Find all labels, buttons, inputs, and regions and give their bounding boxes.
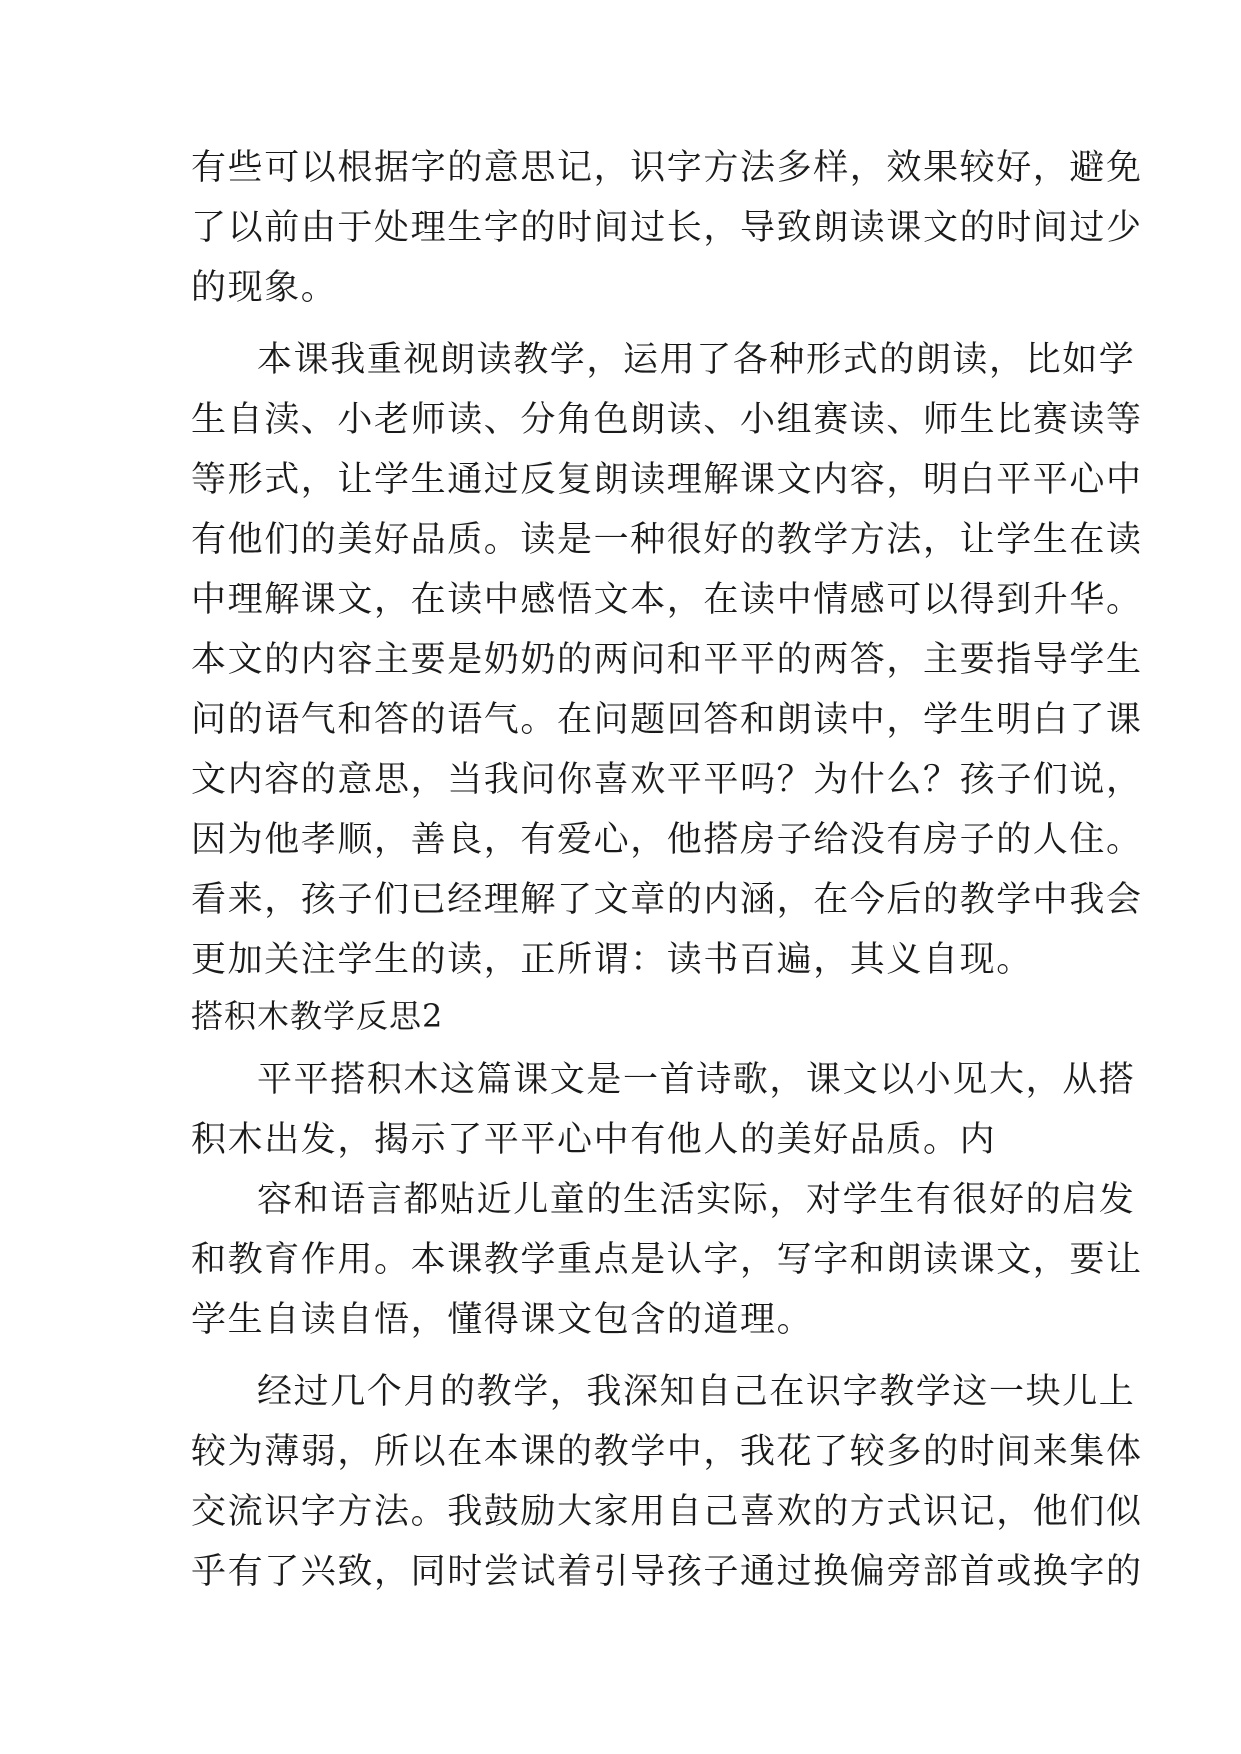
- paragraph-first-line: 本课我重视朗读教学，运用了各种形式的朗读，比如学: [257, 340, 1136, 380]
- text-line: 因为他孝顺，善良，有爱心，他搭房子给没有房子的人住。: [191, 820, 1143, 860]
- text-line: 交流识字方法。我鼓励大家用自己喜欢的方式识记，他们似: [191, 1492, 1143, 1532]
- text-line: 本文的内容主要是奶奶的两问和平平的两答，主要指导学生: [191, 640, 1143, 680]
- text-line: 生自渎、小老师读、分角色朗读、小组赛读、师生比赛读等: [191, 400, 1143, 440]
- text-line: 了以前由于处理生字的时间过长，导致朗读课文的时间过少: [191, 208, 1143, 248]
- text-line: 学生自读自悟，懂得课文包含的道理。: [191, 1300, 814, 1340]
- text-line: 有他们的美好品质。读是一种很好的教学方法，让学生在读: [191, 520, 1143, 560]
- text-line: 乎有了兴致，同时尝试着引导孩子通过换偏旁部首或换字的: [191, 1552, 1143, 1592]
- text-line: 问的语气和答的语气。在问题回答和朗读中，学生明白了课: [191, 700, 1143, 740]
- section-title: 搭积木教学反思2: [191, 997, 444, 1035]
- text-line: 中理解课文，在读中感悟文本，在读中情感可以得到升华。: [191, 580, 1143, 620]
- text-line: 积木出发，揭示了平平心中有他人的美好品质。内: [191, 1120, 997, 1160]
- paragraph-first-line: 经过几个月的教学，我深知自己在识字教学这一块儿上: [257, 1372, 1136, 1412]
- text-line: 等形式，让学生通过反复朗读理解课文内容，明白平平心中: [191, 460, 1143, 500]
- text-line: 较为薄弱，所以在本课的教学中，我花了较多的时间来集体: [191, 1432, 1143, 1472]
- text-line: 的现象。: [191, 268, 338, 308]
- paragraph-first-line: 平平搭积木这篇课文是一首诗歌，课文以小见大，从搭: [257, 1060, 1136, 1100]
- paragraph-first-line: 容和语言都贴近儿童的生活实际，对学生有很好的启发: [257, 1180, 1136, 1220]
- text-line: 有些可以根据字的意思记，识字方法多样，效果较好，避免: [191, 148, 1143, 188]
- text-line: 看来，孩子们已经理解了文章的内涵，在今后的教学中我会: [191, 880, 1143, 920]
- text-line: 文内容的意思，当我问你喜欢平平吗？为什么？孩子们说，: [191, 760, 1143, 800]
- text-line: 和教育作用。本课教学重点是认字，写字和朗读课文，要让: [191, 1240, 1143, 1280]
- text-line: 更加关注学生的读，正所谓：读书百遍，其义自现。: [191, 940, 1033, 980]
